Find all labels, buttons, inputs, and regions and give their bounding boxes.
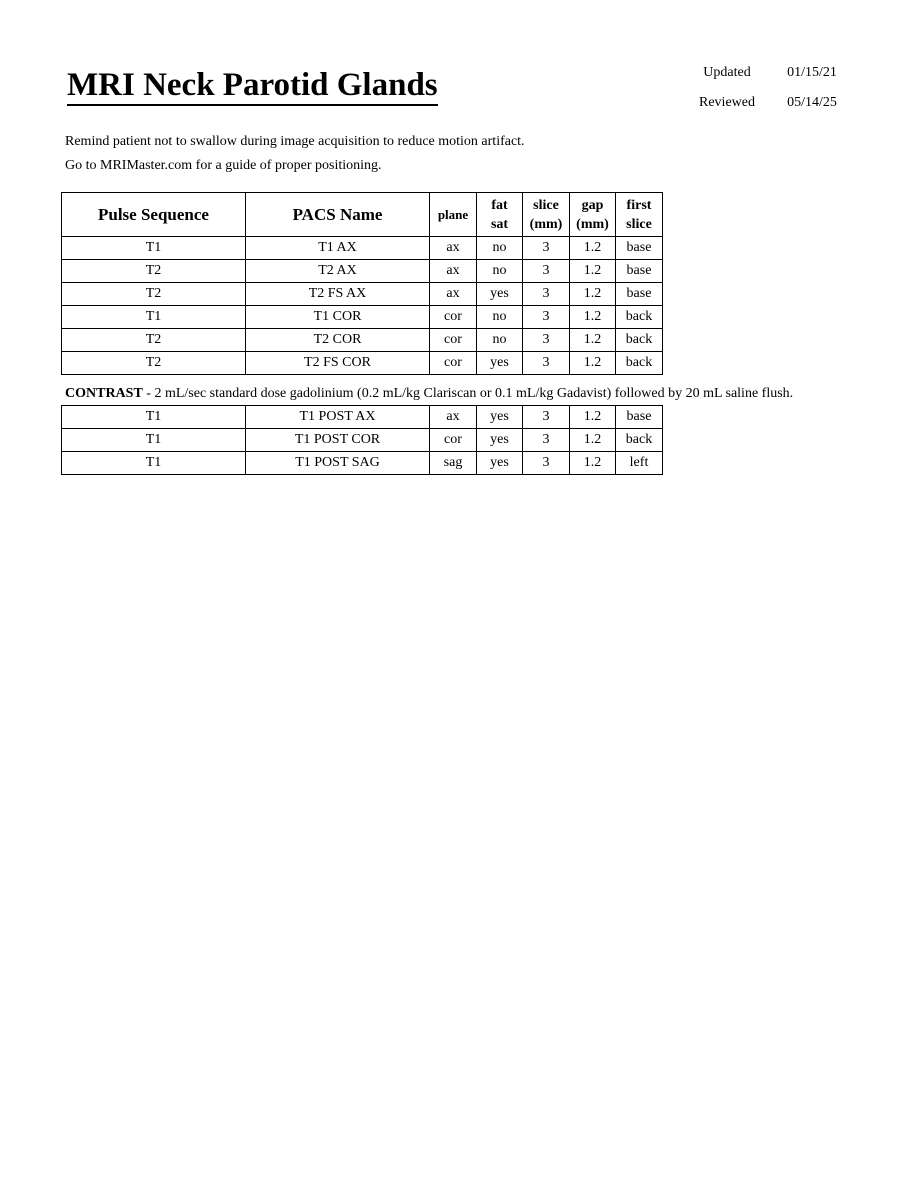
cell-fat-sat: yes bbox=[477, 429, 523, 452]
cell-plane: cor bbox=[430, 329, 477, 352]
cell-pacs-name: T1 POST AX bbox=[246, 406, 430, 429]
cell-pacs-name: T2 FS COR bbox=[246, 352, 430, 375]
cell-pacs-name: T1 AX bbox=[246, 237, 430, 260]
cell-slice: 3 bbox=[523, 352, 570, 375]
contrast-text: - 2 mL/sec standard dose gadolinium (0.2 mL/kg Clariscan or 0.1 mL/kg Gadavist) followed by 20 mL saline flush. bbox=[142, 386, 794, 401]
table-row bbox=[62, 352, 663, 375]
cell-gap: 1.2 bbox=[570, 452, 616, 475]
swallow-note: Remind patient not to swallow during image acquisition to reduce motion artifact. bbox=[65, 134, 525, 149]
updated-date: 01/15/21 bbox=[787, 65, 837, 80]
post-contrast-table bbox=[61, 405, 663, 475]
cell-slice: 3 bbox=[523, 260, 570, 283]
cell-pulse-sequence: T1 bbox=[62, 452, 246, 475]
cell-pulse-sequence: T2 bbox=[62, 352, 246, 375]
cell-slice: 3 bbox=[523, 237, 570, 260]
header-fat-sat bbox=[477, 193, 523, 237]
cell-slice: 3 bbox=[523, 283, 570, 306]
table-row bbox=[62, 306, 663, 329]
header-gap-line2: (mm) bbox=[576, 216, 609, 232]
header-slice bbox=[523, 193, 570, 237]
header-gap-line1: gap bbox=[581, 197, 604, 213]
cell-plane: ax bbox=[430, 237, 477, 260]
table-header-row bbox=[62, 193, 663, 237]
cell-pacs-name: T2 FS AX bbox=[246, 283, 430, 306]
contrast-instructions bbox=[65, 385, 793, 403]
cell-gap: 1.2 bbox=[570, 283, 616, 306]
cell-plane: ax bbox=[430, 283, 477, 306]
cell-pulse-sequence: T1 bbox=[62, 306, 246, 329]
cell-slice: 3 bbox=[523, 306, 570, 329]
cell-pulse-sequence: T2 bbox=[62, 329, 246, 352]
header-first-line2: slice bbox=[626, 216, 652, 232]
cell-slice: 3 bbox=[523, 406, 570, 429]
header-slice-line1: slice bbox=[533, 197, 559, 213]
header-pacs-name: PACS Name bbox=[246, 193, 430, 237]
header-first-slice bbox=[616, 193, 663, 237]
cell-first-slice: base bbox=[616, 237, 663, 260]
header-fat-line1: fat bbox=[491, 197, 508, 213]
cell-first-slice: back bbox=[616, 429, 663, 452]
cell-fat-sat: no bbox=[477, 237, 523, 260]
cell-first-slice: base bbox=[616, 406, 663, 429]
header-fat-line2: sat bbox=[490, 216, 509, 232]
cell-fat-sat: yes bbox=[477, 283, 523, 306]
cell-fat-sat: yes bbox=[477, 406, 523, 429]
reviewed-date: 05/14/25 bbox=[787, 95, 837, 110]
page-title: MRI Neck Parotid Glands bbox=[67, 66, 438, 106]
header-pulse-sequence: Pulse Sequence bbox=[62, 193, 246, 237]
cell-gap: 1.2 bbox=[570, 429, 616, 452]
table-row bbox=[62, 406, 663, 429]
positioning-note: Go to MRIMaster.com for a guide of proper positioning. bbox=[65, 158, 382, 173]
cell-plane: cor bbox=[430, 352, 477, 375]
table-row bbox=[62, 283, 663, 306]
cell-gap: 1.2 bbox=[570, 306, 616, 329]
cell-gap: 1.2 bbox=[570, 329, 616, 352]
cell-fat-sat: no bbox=[477, 329, 523, 352]
cell-fat-sat: no bbox=[477, 306, 523, 329]
cell-first-slice: back bbox=[616, 352, 663, 375]
cell-plane: cor bbox=[430, 429, 477, 452]
cell-first-slice: base bbox=[616, 260, 663, 283]
revision-info bbox=[672, 58, 852, 118]
cell-plane: ax bbox=[430, 260, 477, 283]
cell-fat-sat: yes bbox=[477, 352, 523, 375]
header-first-line1: first bbox=[626, 197, 652, 213]
header-gap bbox=[570, 193, 616, 237]
reviewed-label: Reviewed bbox=[699, 95, 755, 110]
cell-pulse-sequence: T2 bbox=[62, 283, 246, 306]
cell-plane: sag bbox=[430, 452, 477, 475]
header-slice-line2: (mm) bbox=[529, 216, 563, 232]
cell-gap: 1.2 bbox=[570, 260, 616, 283]
cell-first-slice: back bbox=[616, 329, 663, 352]
cell-pulse-sequence: T1 bbox=[62, 237, 246, 260]
cell-pacs-name: T1 POST SAG bbox=[246, 452, 430, 475]
cell-pulse-sequence: T1 bbox=[62, 406, 246, 429]
cell-pacs-name: T2 COR bbox=[246, 329, 430, 352]
contrast-label: CONTRAST bbox=[65, 386, 143, 401]
cell-first-slice: back bbox=[616, 306, 663, 329]
updated-label: Updated bbox=[703, 65, 751, 80]
cell-pacs-name: T1 POST COR bbox=[246, 429, 430, 452]
cell-pacs-name: T2 AX bbox=[246, 260, 430, 283]
table-row bbox=[62, 452, 663, 475]
cell-gap: 1.2 bbox=[570, 237, 616, 260]
pre-contrast-table bbox=[61, 192, 663, 375]
cell-plane: cor bbox=[430, 306, 477, 329]
table-row bbox=[62, 260, 663, 283]
table-row bbox=[62, 329, 663, 352]
cell-pulse-sequence: T2 bbox=[62, 260, 246, 283]
updated-row bbox=[672, 58, 852, 88]
cell-pacs-name: T1 COR bbox=[246, 306, 430, 329]
cell-first-slice: left bbox=[616, 452, 663, 475]
table-row bbox=[62, 237, 663, 260]
cell-slice: 3 bbox=[523, 429, 570, 452]
reviewed-row bbox=[672, 88, 852, 118]
cell-pulse-sequence: T1 bbox=[62, 429, 246, 452]
cell-fat-sat: yes bbox=[477, 452, 523, 475]
table-row bbox=[62, 429, 663, 452]
cell-fat-sat: no bbox=[477, 260, 523, 283]
cell-slice: 3 bbox=[523, 329, 570, 352]
cell-gap: 1.2 bbox=[570, 406, 616, 429]
cell-slice: 3 bbox=[523, 452, 570, 475]
header-plane: plane bbox=[430, 193, 477, 237]
cell-first-slice: base bbox=[616, 283, 663, 306]
cell-gap: 1.2 bbox=[570, 352, 616, 375]
cell-plane: ax bbox=[430, 406, 477, 429]
